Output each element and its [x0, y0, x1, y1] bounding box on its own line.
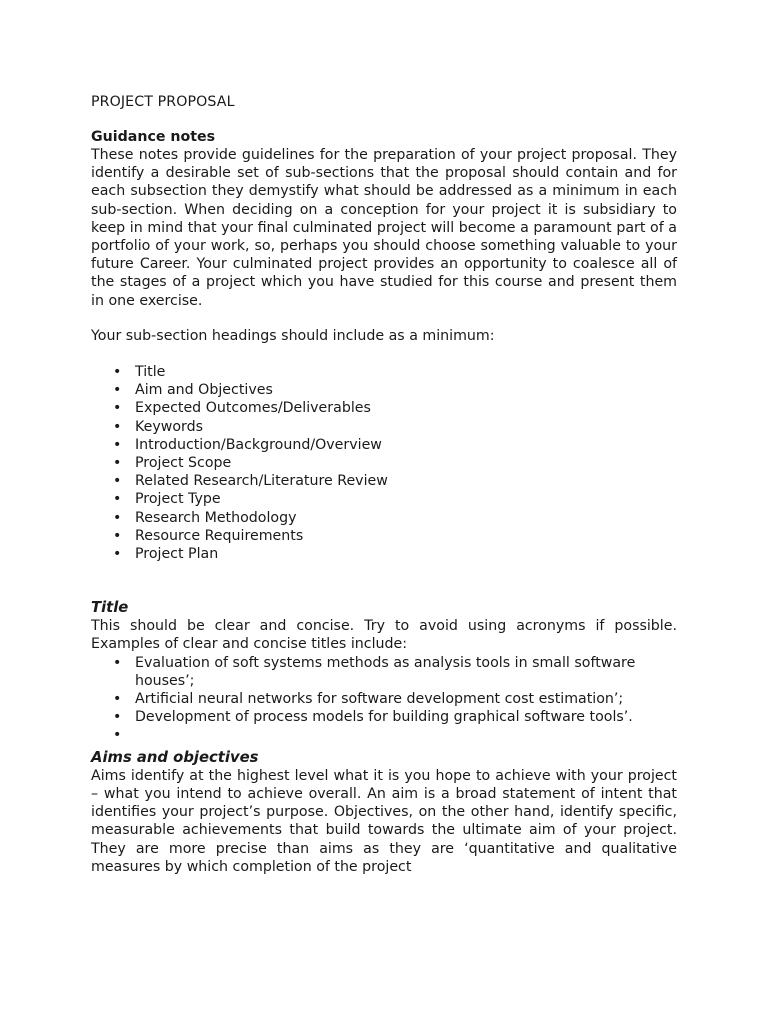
aims-section-heading: Aims and objectives	[91, 748, 259, 766]
bullet-icon: •	[113, 455, 122, 472]
list-item	[91, 436, 677, 454]
list-item	[91, 527, 677, 545]
headings-lead-text: Your sub-section headings should include as a minimum:	[91, 327, 495, 344]
list-item-text: Project Type	[135, 491, 221, 508]
list-item	[91, 509, 677, 527]
list-item-text: Project Plan	[135, 546, 219, 563]
list-item	[91, 399, 677, 417]
bullet-icon: •	[113, 654, 122, 671]
bullet-icon: •	[113, 473, 122, 490]
list-item-text: Research Methodology	[135, 509, 297, 526]
list-item-text: Development of process models for building graphical software tools’.	[135, 709, 633, 726]
document-title: PROJECT PROPOSAL	[91, 94, 235, 110]
list-item	[91, 381, 677, 399]
list-item	[91, 454, 677, 472]
title-section-heading: Title	[91, 599, 129, 617]
bullet-icon: •	[113, 691, 122, 708]
bullet-icon: •	[113, 491, 122, 508]
bullet-icon: •	[113, 546, 122, 563]
title-section-paragraph: This should be clear and concise. Try to avoid using acronyms if possible. Examples of clear and concise titles include:	[91, 618, 677, 653]
list-item-text: Resource Requirements	[135, 527, 304, 544]
list-item	[91, 654, 677, 690]
bullet-icon: •	[113, 418, 122, 435]
list-item	[91, 472, 677, 490]
aims-section-paragraph: Aims identify at the highest level what it is you hope to achieve with your project – what you intend to achieve overall. An aim is a broad statement of intent that identifies your project’s purpose. Objectives, on the other hand, identify specific, measurable achievements that build towards the ultimate aim of your project. They are more precise than aims as they are ‘quantitative and qualitative measures by which completion of the project	[91, 767, 677, 875]
list-item-text: Introduction/Background/Overview	[135, 436, 382, 453]
list-item	[91, 708, 677, 726]
document-subtitle: Guidance notes	[91, 129, 216, 145]
list-item-text: Title	[135, 364, 166, 381]
bullet-icon: •	[113, 436, 122, 453]
list-item-text: Aim and Objectives	[135, 382, 273, 399]
document-page	[91, 93, 677, 876]
bullet-icon: •	[113, 382, 122, 399]
bullet-icon: •	[113, 509, 122, 526]
list-item-text: Expected Outcomes/Deliverables	[135, 400, 371, 417]
title-examples-list	[91, 654, 677, 745]
list-item	[91, 363, 677, 381]
required-headings-list	[91, 363, 677, 563]
bullet-icon: •	[113, 400, 122, 417]
list-item-text: Project Scope	[135, 455, 232, 472]
list-item-text: Artificial neural networks for software development cost estimation’;	[135, 691, 624, 708]
bullet-icon: •	[113, 727, 122, 744]
list-item-text: Evaluation of soft systems methods as analysis tools in small software houses’;	[135, 654, 636, 689]
list-item	[91, 690, 677, 708]
list-item	[91, 418, 677, 436]
intro-paragraph: These notes provide guidelines for the preparation of your project proposal. They identify a desirable set of sub-sections that the proposal should contain and for each subsection they demystify what should be addressed as a minimum in each sub-section. When deciding on a conception for your project it is subsidiary to keep in mind that your final culminated project will become a paramount part of a portfolio of your work, so, perhaps you should choose something valuable to your future Career. Your culminated project provides an opportunity to coalesce all of the stages of a project which you have studied for this course and present them in one exercise.	[91, 147, 677, 309]
bullet-icon: •	[113, 527, 122, 544]
list-item	[91, 545, 677, 563]
list-item-text: Keywords	[135, 418, 203, 435]
bullet-icon: •	[113, 364, 122, 381]
list-item	[91, 490, 677, 508]
list-item	[91, 726, 677, 744]
list-item-text: Related Research/Literature Review	[135, 473, 388, 490]
bullet-icon: •	[113, 709, 122, 726]
